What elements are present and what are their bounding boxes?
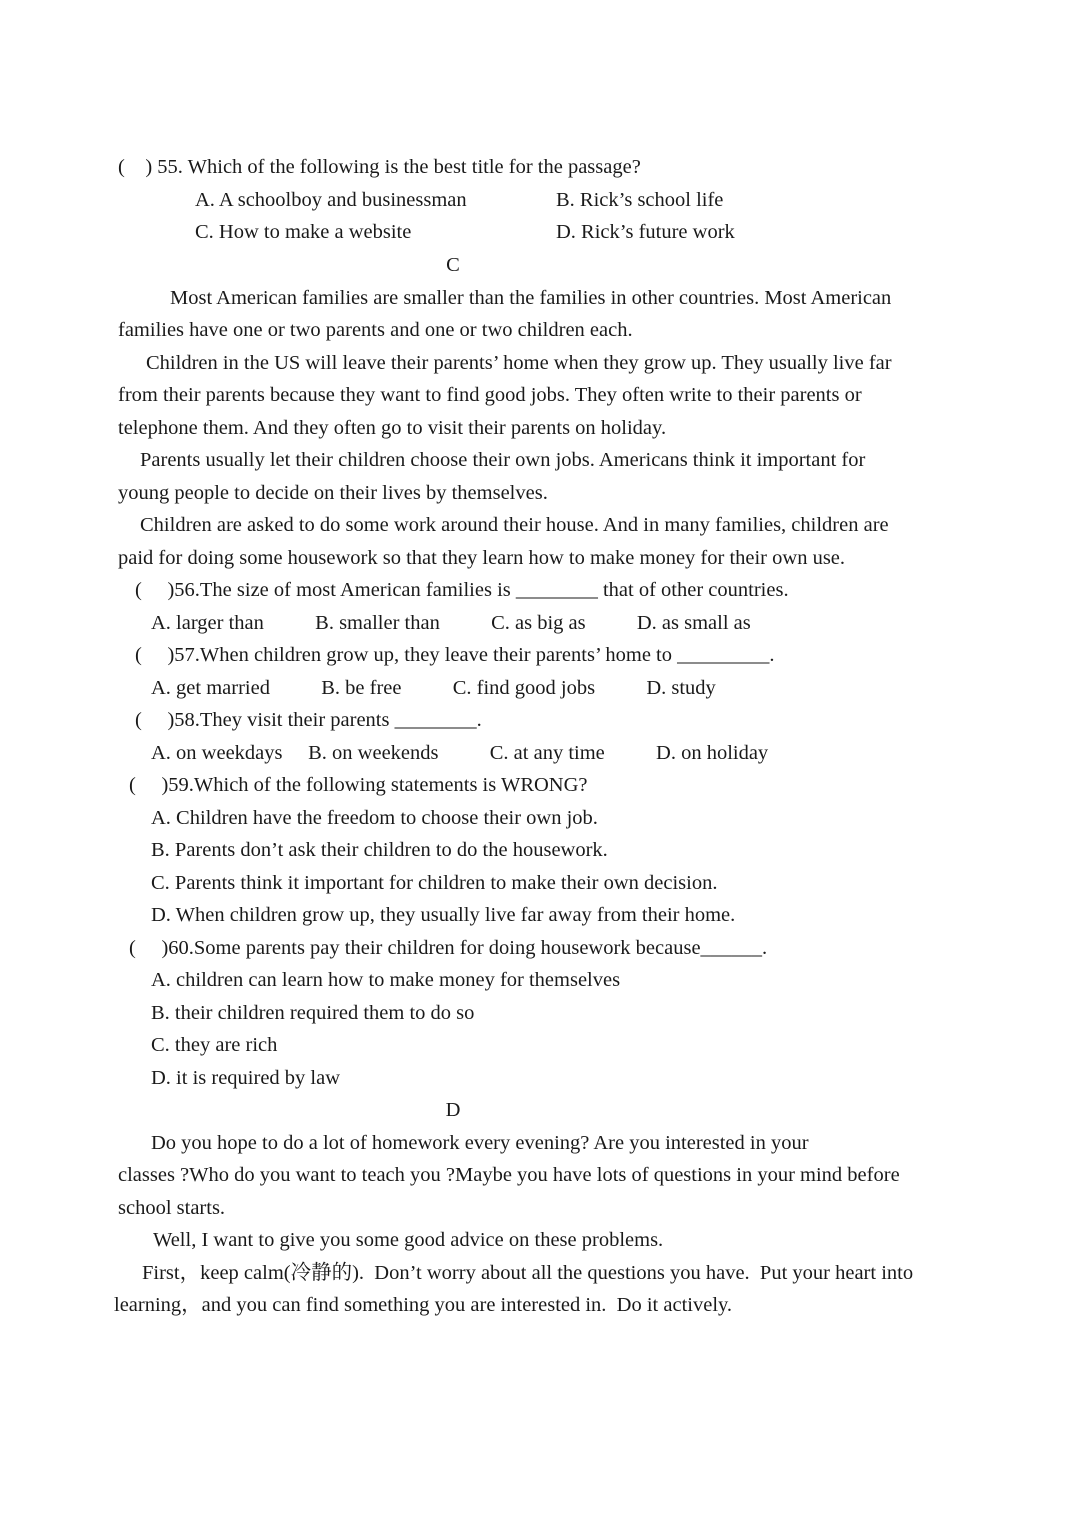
question-59-option-b: B. Parents don’t ask their children to do the housework. [151,839,608,861]
question-56-options: A. larger than B. smaller than C. as big as D. as small as [151,612,751,634]
section-d-heading: D [445,1099,461,1121]
question-57-options: A. get married B. be free C. find good jobs D. study [151,677,716,699]
question-56-stem: ( )56.The size of most American families is ________ that of other countries. [135,579,789,601]
question-55-option-d: D. Rick’s future work [556,221,735,243]
question-59-option-d: D. When children grow up, they usually live far away from their home. [151,904,736,926]
passage-c-line: from their parents because they want to find good jobs. They often write to their parents or [118,384,862,406]
question-57-stem: ( )57.When children grow up, they leave their parents’ home to _________. [135,644,775,666]
passage-c-line: Children are asked to do some work around their house. And in many families, children are [140,514,889,536]
passage-c-line: telephone them. And they often go to visit their parents on holiday. [118,417,667,439]
passage-d-line: Well, I want to give you some good advice on these problems. [153,1229,664,1251]
passage-c-line: Parents usually let their children choose their own jobs. Americans think it important for [140,449,866,471]
section-c-heading: C [446,254,460,276]
passage-c-line: families have one or two parents and one or two children each. [118,319,633,341]
passage-d-line: learning，and you can find something you are interested in. Do it actively. [114,1294,733,1316]
question-55-option-b: B. Rick’s school life [556,189,724,211]
passage-d-line: classes ?Who do you want to teach you ?Maybe you have lots of questions in your mind before [118,1164,900,1186]
question-55-option-c: C. How to make a website [195,221,412,243]
question-60-option-c: C. they are rich [151,1034,278,1056]
passage-c-line: Most American families are smaller than the families in other countries. Most American [170,287,892,309]
passage-c-line: paid for doing some housework so that they learn how to make money for their own use. [118,547,846,569]
passage-d-line: school starts. [118,1197,226,1219]
question-58-stem: ( )58.They visit their parents ________. [135,709,482,731]
question-55-option-a: A. A schoolboy and businessman [195,189,467,211]
question-55-stem: ( ) 55. Which of the following is the best title for the passage? [118,156,641,178]
question-60-stem: ( )60.Some parents pay their children for doing housework because______. [129,937,768,959]
passage-d-line: Do you hope to do a lot of homework every evening? Are you interested in your [151,1132,809,1154]
passage-d-line: First，keep calm(冷静的). Don’t worry about all the questions you have. Put your heart into [142,1262,914,1284]
question-60-option-a: A. children can learn how to make money for themselves [151,969,621,991]
question-59-stem: ( )59.Which of the following statements is WRONG? [129,774,588,796]
question-59-option-a: A. Children have the freedom to choose their own job. [151,807,598,829]
passage-c-line: Children in the US will leave their parents’ home when they grow up. They usually live far [146,352,892,374]
question-60-option-d: D. it is required by law [151,1067,341,1089]
question-58-options: A. on weekdays B. on weekends C. at any time D. on holiday [151,742,769,764]
question-60-option-b: B. their children required them to do so [151,1002,475,1024]
question-59-option-c: C. Parents think it important for children to make their own decision. [151,872,718,894]
passage-c-line: young people to decide on their lives by themselves. [118,482,548,504]
